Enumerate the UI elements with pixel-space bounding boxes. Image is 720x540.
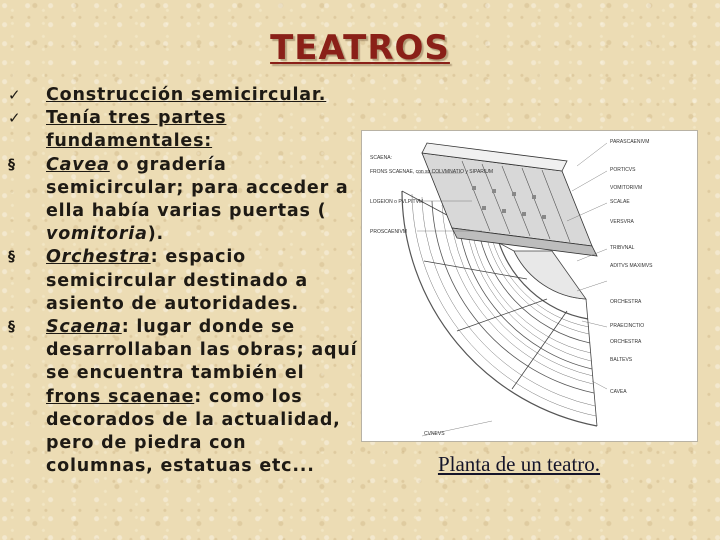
bullet-text: : lugar donde se desarrollaban las obras; aquí se encuentra también el bbox=[46, 317, 358, 384]
figure-label: LOGEION o PVLPITVM bbox=[370, 199, 424, 205]
list-item bbox=[6, 107, 360, 153]
bullet-text-tail: : como los decorados de la actualidad, pero de piedra con columnas, estatuas etc... bbox=[46, 386, 341, 477]
list-item bbox=[6, 246, 360, 316]
slide-title: TEATROS bbox=[270, 28, 450, 68]
term-frons-scaenae: frons scaenae bbox=[46, 386, 195, 407]
figure-label: SCAENA: bbox=[370, 155, 392, 161]
bullet-text: : espacio semicircular destinado a asiento de autoridades. bbox=[46, 247, 308, 314]
list-item bbox=[6, 84, 360, 107]
figure-label: CAVEA bbox=[610, 389, 627, 395]
figure-label: VOMITORIVM bbox=[610, 185, 643, 191]
figure-label: PRAECINCTIO bbox=[610, 323, 645, 329]
theater-plan-image bbox=[361, 130, 698, 442]
list-item bbox=[6, 154, 360, 247]
bullet-text: Construcción semicircular. bbox=[46, 85, 327, 105]
check-icon: ✓ bbox=[8, 86, 22, 104]
figure-label: TRIBVNAL bbox=[610, 245, 635, 251]
figure-label: FRONS SCAENAE, con su COLVMNATIO y SIPARIUM bbox=[370, 169, 494, 175]
term-vomitoria: vomitoria bbox=[46, 224, 148, 245]
check-icon: ✓ bbox=[8, 109, 22, 128]
figure-label: ORCHESTRA bbox=[610, 299, 642, 305]
figure-label: BALTEVS bbox=[610, 357, 633, 363]
term-cavea: Cavea bbox=[46, 154, 110, 175]
theater-plan-drawing bbox=[362, 131, 697, 441]
figure-label: VERSVRA bbox=[610, 219, 634, 225]
bullet-text: Tenía tres partes fundamentales: bbox=[46, 108, 227, 152]
term-orchestra: Orchestra bbox=[46, 247, 151, 268]
figure-label: PORTICVS bbox=[610, 167, 636, 173]
figure-label: PROSCAENIVM bbox=[370, 229, 407, 235]
figure-label: CVNEVS bbox=[424, 431, 445, 437]
square-bullet-icon: § bbox=[8, 156, 16, 173]
square-bullet-icon: § bbox=[8, 249, 16, 266]
figure-label: ADITVS MAXIMVS bbox=[610, 263, 653, 269]
bullet-text: o gradería semicircular; para acceder a ella había varias puertas ( bbox=[46, 154, 349, 222]
figure-label: PARASCAENIVM bbox=[610, 139, 650, 145]
list-item bbox=[6, 316, 360, 478]
square-bullet-icon: § bbox=[8, 319, 16, 336]
figure-label: ORCHESTRA bbox=[610, 339, 642, 345]
figure-caption: Planta de un teatro. bbox=[437, 452, 601, 476]
term-scaena: Scaena bbox=[46, 317, 122, 338]
bullet-list bbox=[6, 84, 360, 478]
bullet-text-tail: ). bbox=[147, 224, 164, 245]
figure-label: SCALAE bbox=[610, 199, 630, 205]
